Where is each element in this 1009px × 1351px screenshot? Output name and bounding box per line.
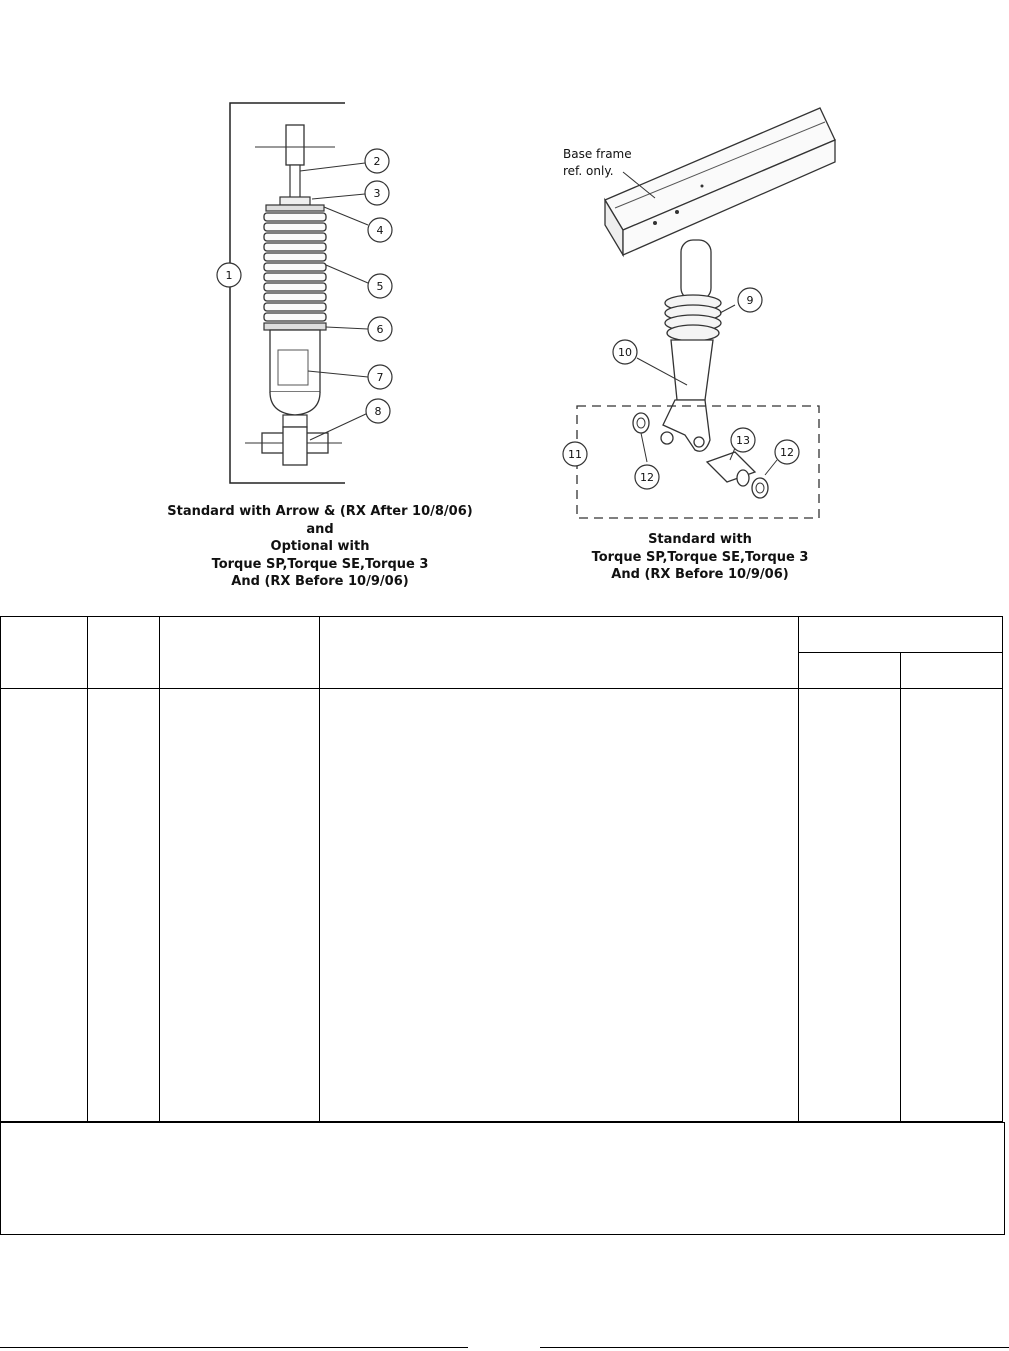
footer-rule-right (540, 1347, 1009, 1348)
callout-5: 5 (376, 280, 384, 293)
caption-line: and (306, 521, 334, 537)
caption-line: Torque SP,Torque SE,Torque 3 (211, 556, 429, 572)
caption-line: Standard with Arrow & (RX After 10/8/06) (167, 504, 473, 519)
left-figure-caption (150, 503, 490, 591)
figure-mounting-kit (555, 100, 845, 525)
column-divider (87, 617, 88, 1121)
column-divider (319, 617, 320, 1121)
shock-assembly-drawing (200, 95, 420, 495)
callout-6: 6 (376, 323, 384, 336)
callout-3: 3 (373, 187, 381, 200)
parts-table (0, 616, 1003, 1122)
base-frame-label-line-1: Base frame (563, 147, 632, 161)
base-frame-label-line-2: ref. only. (563, 164, 614, 178)
callout-1: 1 (225, 269, 233, 282)
callout-4: 4 (376, 224, 384, 237)
caption-line: Standard with (648, 532, 752, 547)
caption-line: And (RX Before 10/9/06) (611, 567, 789, 582)
notes-box (0, 1122, 1005, 1235)
callout-10: 10 (618, 346, 632, 359)
column-divider (900, 652, 901, 1121)
callout-2: 2 (373, 155, 381, 168)
callout-11: 11 (568, 448, 582, 461)
right-figure-caption (560, 531, 840, 584)
column-divider (159, 617, 160, 1121)
footer-rule-left (0, 1347, 468, 1348)
callout-13: 13 (736, 434, 750, 447)
column-divider (798, 617, 799, 1121)
caption-line: Optional with (270, 539, 370, 554)
callout-7: 7 (376, 371, 384, 384)
callout-12-right: 12 (780, 446, 794, 459)
header-bottom-divider (1, 688, 1002, 689)
mounting-kit-drawing (555, 100, 845, 525)
header-sub-divider (798, 652, 1002, 653)
callout-12-left: 12 (640, 471, 654, 484)
caption-line: Torque SP,Torque SE,Torque 3 (591, 549, 809, 565)
callout-8: 8 (374, 405, 382, 418)
figure-shock-assembly (200, 95, 420, 495)
caption-line: And (RX Before 10/9/06) (231, 574, 409, 589)
callout-9: 9 (746, 294, 754, 307)
